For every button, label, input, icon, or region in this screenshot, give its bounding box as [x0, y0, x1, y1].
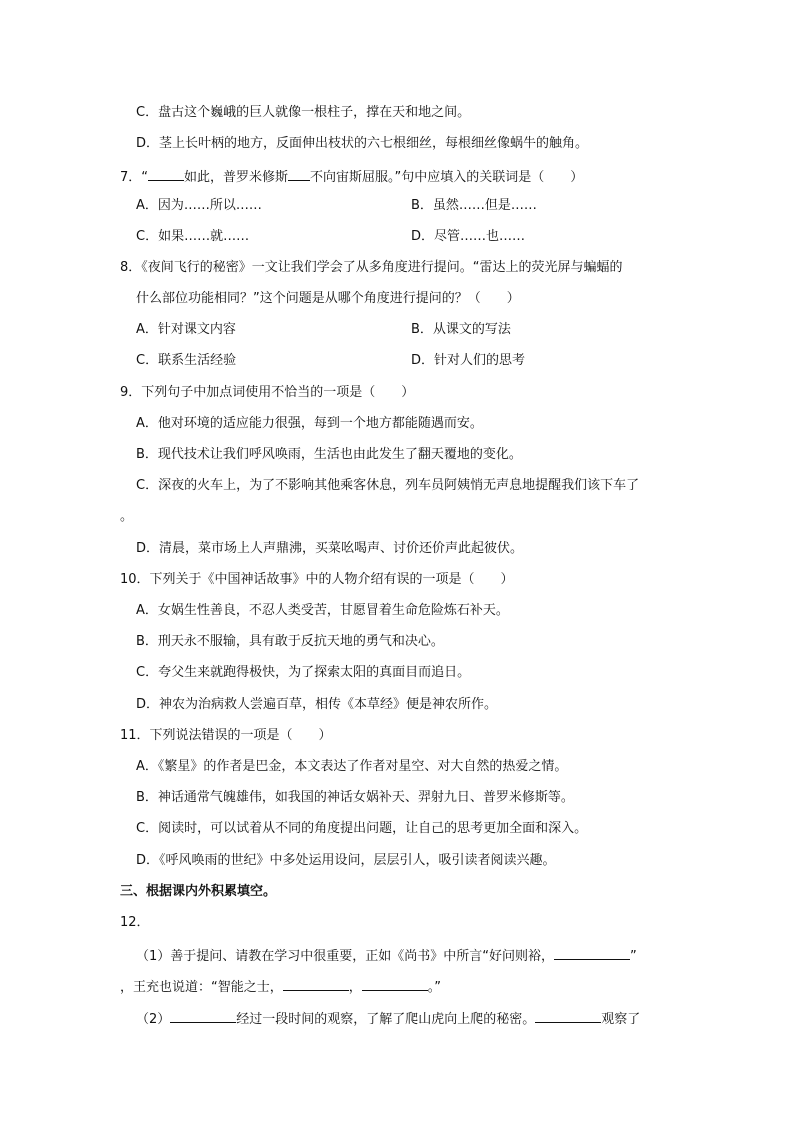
q7-text-a: 7．“	[120, 170, 149, 185]
q8-option-d: D．针对人们的思考	[411, 353, 526, 368]
question-8-line-2: 什么部位功能相同？”这个问题是从哪个角度进行提问的？（ ）	[136, 291, 520, 306]
q12-p1-blank-2	[283, 976, 349, 991]
q8-option-c: C．联系生活经验	[136, 353, 237, 368]
question-8-line-1: 8．《夜间飞行的秘密》一文让我们学会了从多角度进行提问。“雷达上的荧光屏与蝙蝠的	[120, 260, 623, 275]
q11-option-d: D．《呼风唤雨的世纪》中多处运用设问，层层引人，吸引读者阅读兴趣。	[136, 853, 556, 868]
q12-p1b-text-a: ，王充也说道：“智能之士，	[120, 980, 283, 995]
q12-part-1-continued	[120, 976, 441, 997]
question-9: 9．下列句子中加点词使用不恰当的一项是（ ）	[120, 385, 415, 400]
q7-text-c: 不向宙斯屈服。”句中应填入的关联词是（ ）	[310, 170, 584, 185]
section-3-heading: 三、根据课内外积累填空。	[120, 884, 277, 899]
q8-option-b: B．从课文的写法	[411, 322, 511, 337]
q7-blank-2	[288, 166, 310, 181]
q12-p1b-text-b: ，	[348, 980, 362, 995]
q9-option-d: D．清晨，菜市场上人声鼎沸，买菜吆喝声、讨价还价声此起彼伏。	[136, 541, 524, 556]
q11-option-a: A．《繁星》的作者是巴金，本文表达了作者对星空、对大自然的热爱之情。	[136, 759, 568, 774]
q12-p2-text-b: 经过一段时间的观察，了解了爬山虎向上爬的秘密。	[236, 1012, 536, 1027]
q7-option-c: C．如果……就……	[136, 229, 250, 244]
q12-p1-text-a: （1）善于提问、请教在学习中很重要，正如《尚书》中所言“好问则裕，	[136, 949, 555, 964]
q7-text-b: 如此，普罗米修斯	[184, 170, 289, 185]
q12-p1-blank-3	[362, 976, 428, 991]
q10-option-a: A．女娲生性善良，不忍人类受苦，甘愿冒着生命危险炼石补天。	[136, 603, 509, 618]
q11-option-b: B．神话通常气魄雄伟，如我国的神话女娲补天、羿射九日、普罗米修斯等。	[136, 790, 574, 805]
q7-option-b: B．虽然……但是……	[411, 198, 537, 213]
question-7	[120, 166, 583, 187]
q7-blank-1	[148, 166, 184, 181]
q9-option-c: C．深夜的火车上，为了不影响其他乘客休息，列车员阿姨悄无声息地提醒我们该下车了	[136, 478, 640, 493]
q12-part-2	[136, 1008, 640, 1029]
q12-p1-text-b: ”	[630, 949, 637, 964]
question-12: 12．	[120, 915, 150, 930]
q12-p2-text-c: 观察了	[601, 1012, 641, 1027]
q8-option-a: A．针对课文内容	[136, 322, 236, 337]
question-10: 10．下列关于《中国神话故事》中的人物介绍有误的一项是（ ）	[120, 572, 514, 587]
q9-option-a: A．他对环境的适应能力很强，每到一个地方都能随遇而安。	[136, 416, 483, 431]
q6-option-d: D．茎上长叶柄的地方，反面伸出枝状的六七根细丝，每根细丝像蜗牛的触角。	[136, 136, 589, 151]
q12-p1-blank-1	[554, 945, 630, 960]
q12-p2-blank-2	[535, 1008, 601, 1023]
q7-option-d: D．尽管……也……	[411, 229, 526, 244]
q12-p1b-text-c: 。”	[427, 980, 442, 995]
q6-option-c: C．盘古这个巍峨的巨人就像一根柱子，撑在天和地之间。	[136, 105, 471, 120]
q9-option-c-continued: 。	[120, 509, 134, 524]
q10-option-c: C．夸父生来就跑得极快，为了探索太阳的真面目而追日。	[136, 665, 471, 680]
q10-option-d: D．神农为治病救人尝遍百草，相传《本草经》便是神农所作。	[136, 697, 498, 712]
q9-option-b: B．现代技术让我们呼风唤雨，生活也由此发生了翻天覆地的变化。	[136, 447, 522, 462]
q10-option-b: B．刑天永不服输，具有敢于反抗天地的勇气和决心。	[136, 634, 444, 649]
question-11: 11．下列说法错误的一项是（ ）	[120, 728, 332, 743]
q12-p2-blank-1	[170, 1008, 236, 1023]
q12-p2-text-a: （2）	[136, 1012, 171, 1027]
q7-option-a: A．因为……所以……	[136, 198, 262, 213]
q12-part-1	[136, 945, 637, 966]
q11-option-c: C．阅读时，可以试着从不同的角度提出问题，让自己的思考更加全面和深入。	[136, 821, 588, 836]
